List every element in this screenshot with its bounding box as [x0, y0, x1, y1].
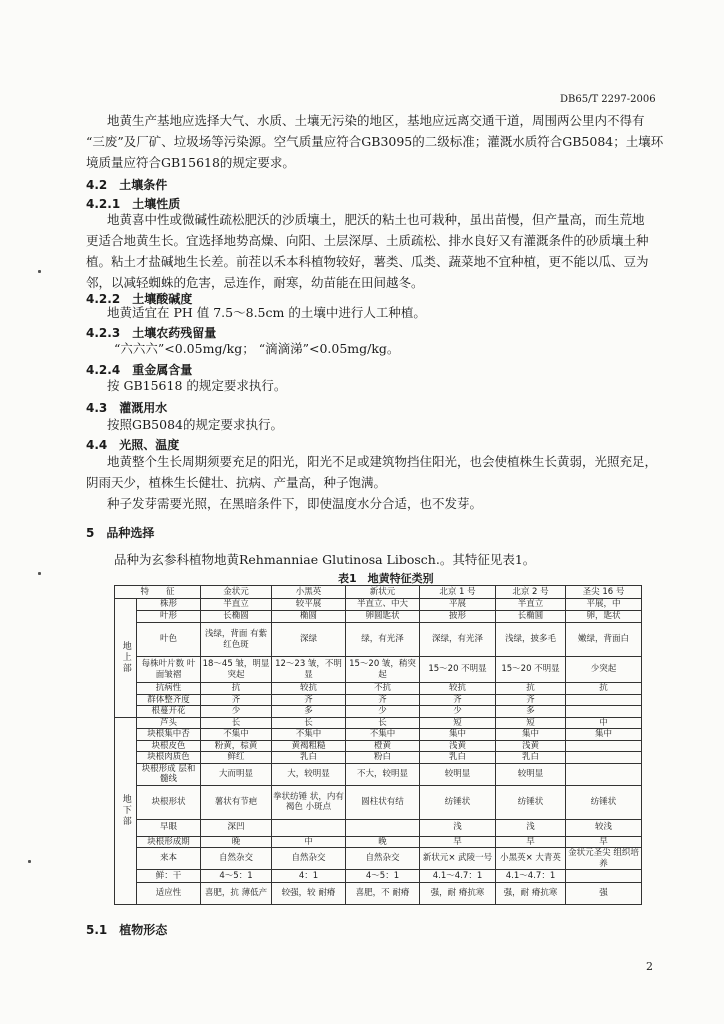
- table-header-cell: 圣尖 16 号: [566, 586, 642, 599]
- intro-line-2: “三废”及厂矿、垃圾场等污染源。空气质量应符合GB3095的二级标准；灌溉水质符合GB5084；土壤环: [86, 134, 664, 149]
- table-row: [115, 740, 642, 752]
- feature-value-cell: 黄褐粗糙: [272, 740, 346, 752]
- feature-name-cell: 每株叶片数 叶面皱褶: [137, 657, 201, 683]
- feature-value-cell: 4.1～4.7：1: [420, 870, 496, 883]
- s421-line-2: 更适合地黄生长。宜选择地势高燥、向阳、土层深厚、土质疏松、排水良好又有灌溉条件的砂质壤土种: [86, 233, 649, 248]
- feature-table-body: [115, 586, 642, 905]
- s421-line-4: 邻，以减轻蜘蛛的危害，忌连作，耐寒，幼苗能在田间越冬。: [86, 275, 424, 290]
- feature-value-cell: 少: [346, 706, 420, 718]
- feature-value-cell: 4.1～4.7：1: [496, 870, 566, 883]
- section-title: 植物形态: [119, 923, 168, 937]
- feature-value-cell: 鲜红: [201, 752, 272, 764]
- table-row: [115, 785, 642, 819]
- scan-speck: [38, 572, 41, 575]
- feature-value-cell: 18～45 皱，明显突起: [201, 657, 272, 683]
- feature-name-cell: 根蔓开花: [137, 706, 201, 718]
- feature-value-cell: 长椭圆: [201, 611, 272, 623]
- table-row: [115, 694, 642, 706]
- feature-value-cell: 浅黄: [420, 740, 496, 752]
- table-header-cell: 小黑英: [272, 586, 346, 599]
- feature-value-cell: 晚: [346, 836, 420, 848]
- feature-value-cell: [272, 819, 346, 836]
- table-header-cell: 新状元: [346, 586, 420, 599]
- feature-value-cell: [566, 694, 642, 706]
- feature-value-cell: 半直立: [496, 599, 566, 611]
- section-title: 土壤条件: [119, 178, 168, 192]
- feature-value-cell: 纺锤状: [566, 785, 642, 819]
- feature-value-cell: 齐: [346, 694, 420, 706]
- feature-value-cell: 强，耐 瘠抗寒: [496, 883, 566, 905]
- feature-value-cell: 不抗: [346, 683, 420, 695]
- s44-line-2: 阴雨天少，植株生长健壮、抗病、产量高，种子饱满。: [86, 475, 387, 490]
- feature-value-cell: 多: [272, 706, 346, 718]
- feature-value-cell: 较强，较 耐瘠: [272, 883, 346, 905]
- feature-value-cell: 浅: [420, 819, 496, 836]
- feature-value-cell: 较明显: [496, 763, 566, 785]
- feature-value-cell: 长椭圆: [496, 611, 566, 623]
- section-5-1-heading: [86, 921, 167, 938]
- feature-value-cell: 4～5：1: [201, 870, 272, 883]
- feature-value-cell: 喜肥，抗 薄低产: [201, 883, 272, 905]
- section-title: 灌溉用水: [119, 401, 168, 415]
- section-number: 4.3: [86, 401, 108, 415]
- s422-line-1: 地黄适宜在 PH 值 7.5～8.5cm 的土壤中进行人工种植。: [107, 305, 426, 320]
- table-header-cell: 北京 2 号: [496, 586, 566, 599]
- feature-value-cell: 乳白: [420, 752, 496, 764]
- feature-table: [114, 585, 642, 905]
- feature-value-cell: [566, 706, 642, 718]
- feature-name-cell: 叶色: [137, 623, 201, 657]
- feature-value-cell: 新状元× 武陵一号: [420, 848, 496, 870]
- feature-value-cell: 不集中: [272, 729, 346, 741]
- feature-value-cell: 纺锤状: [420, 785, 496, 819]
- feature-value-cell: 较平展: [272, 599, 346, 611]
- feature-value-cell: 集中: [420, 729, 496, 741]
- feature-value-cell: 齐: [420, 694, 496, 706]
- table-row: [115, 819, 642, 836]
- section-4-2-heading: [86, 176, 167, 193]
- feature-name-cell: 块根形成期: [137, 836, 201, 848]
- s421-line-1: 地黄喜中性或微碱性疏松肥沃的沙质壤土，肥沃的粘土也可栽种，虽出苗慢，但产量高，而生荒地: [107, 212, 645, 227]
- feature-value-cell: 金状元圣尖 组织培养: [566, 848, 642, 870]
- table-row: [115, 870, 642, 883]
- feature-value-cell: 自然杂交: [201, 848, 272, 870]
- feature-value-cell: 多: [496, 706, 566, 718]
- feature-value-cell: 橙黄: [346, 740, 420, 752]
- feature-value-cell: 半直立: [201, 599, 272, 611]
- feature-value-cell: 薯状有节疤: [201, 785, 272, 819]
- feature-value-cell: 卵，匙状: [566, 611, 642, 623]
- feature-value-cell: 短: [496, 717, 566, 729]
- feature-value-cell: 不集中: [201, 729, 272, 741]
- feature-value-cell: 拳状纺锤 状，内有褐色 小斑点: [272, 785, 346, 819]
- feature-value-cell: 绿，有光泽: [346, 623, 420, 657]
- s423-line-1: “六六六”<0.05mg/kg； “滴滴涕”<0.05mg/kg。: [114, 341, 400, 356]
- feature-value-cell: 长: [272, 717, 346, 729]
- feature-value-cell: 不集中: [346, 729, 420, 741]
- table-header-cell: 特 征: [115, 586, 201, 599]
- feature-value-cell: 半直立、中大: [346, 599, 420, 611]
- table-row: [115, 717, 642, 729]
- feature-value-cell: 卵圆匙状: [346, 611, 420, 623]
- section-title: 光照、温度: [119, 438, 180, 452]
- table-row: [115, 763, 642, 785]
- feature-name-cell: 鲜：干: [137, 870, 201, 883]
- intro-line-1: 地黄生产基地应选择大气、水质、土壤无污染的地区，基地应远离交通干道，周围两公里内不得有: [107, 113, 645, 128]
- feature-value-cell: 长: [346, 717, 420, 729]
- feature-value-cell: 浅绿，背面 有紫红色斑: [201, 623, 272, 657]
- feature-name-cell: 来本: [137, 848, 201, 870]
- s5-line-1: 品种为玄参科植物地黄Rehmanniae Glutinosa Libosch.。其特征见表1。: [114, 552, 536, 567]
- s44-line-1: 地黄整个生长周期须要充足的阳光，阳光不足或建筑物挡住阳光，也会使植株生长黄弱，光照充足，: [107, 454, 658, 469]
- table-row: [115, 729, 642, 741]
- feature-value-cell: 乳白: [496, 752, 566, 764]
- table-row: [115, 611, 642, 623]
- feature-value-cell: 强: [566, 883, 642, 905]
- feature-value-cell: 15～20 不明显: [420, 657, 496, 683]
- feature-name-cell: 块根形状: [137, 785, 201, 819]
- feature-name-cell: 早眼: [137, 819, 201, 836]
- feature-value-cell: 较浅: [566, 819, 642, 836]
- section-title: 土壤农药残留量: [132, 326, 217, 340]
- section-number: 4.2.1: [86, 197, 121, 211]
- feature-value-cell: 抗: [496, 683, 566, 695]
- table-row: [115, 836, 642, 848]
- table-row: [115, 848, 642, 870]
- section-label-cell: 地上部: [115, 599, 137, 718]
- s43-line-1: 按照GB5084的规定要求执行。: [107, 417, 283, 432]
- section-title: 土壤性质: [132, 197, 181, 211]
- feature-value-cell: 平展，中: [566, 599, 642, 611]
- feature-name-cell: 块根肉质色: [137, 752, 201, 764]
- feature-value-cell: 早: [420, 836, 496, 848]
- feature-value-cell: 较抗: [272, 683, 346, 695]
- feature-name-cell: 芦头: [137, 717, 201, 729]
- section-number: 4.2.4: [86, 363, 121, 377]
- feature-value-cell: 早: [566, 836, 642, 848]
- feature-value-cell: 深绿，有光泽: [420, 623, 496, 657]
- feature-name-cell: 适应性: [137, 883, 201, 905]
- feature-value-cell: 12～23 皱，不明显: [272, 657, 346, 683]
- section-number: 4.2.2: [86, 292, 121, 306]
- s421-line-3: 植。粘土才盐碱地生长差。前茬以禾本科植物较好，薯类、瓜类、蔬菜地不宜种植，更不能以瓜、豆为: [86, 254, 649, 269]
- feature-value-cell: 早: [496, 836, 566, 848]
- feature-value-cell: [566, 870, 642, 883]
- feature-value-cell: 中: [272, 836, 346, 848]
- feature-value-cell: 深绿: [272, 623, 346, 657]
- feature-value-cell: 齐: [496, 694, 566, 706]
- feature-name-cell: 叶形: [137, 611, 201, 623]
- feature-name-cell: 株形: [137, 599, 201, 611]
- section-number: 4.2.3: [86, 326, 121, 340]
- section-number: 4.2: [86, 178, 108, 192]
- feature-name-cell: 抗病性: [137, 683, 201, 695]
- feature-value-cell: 4：1: [272, 870, 346, 883]
- feature-value-cell: 长: [201, 717, 272, 729]
- feature-value-cell: 抗: [566, 683, 642, 695]
- s44-line-3: 种子发芽需要光照，在黑暗条件下，即使温度水分合适，也不发芽。: [107, 496, 483, 511]
- feature-value-cell: 自然杂交: [346, 848, 420, 870]
- feature-value-cell: 少突起: [566, 657, 642, 683]
- table-row: [115, 623, 642, 657]
- feature-value-cell: 强，耐 瘠抗寒: [420, 883, 496, 905]
- feature-value-cell: [566, 763, 642, 785]
- feature-value-cell: [566, 752, 642, 764]
- feature-value-cell: 较明显: [420, 763, 496, 785]
- table-caption: 表1 地黄特征类别: [338, 572, 434, 585]
- scan-speck: [28, 860, 31, 863]
- feature-value-cell: [346, 819, 420, 836]
- feature-name-cell: 块根皮色: [137, 740, 201, 752]
- table-header-row: [115, 586, 642, 599]
- feature-name-cell: 块根形成 层和髓线: [137, 763, 201, 785]
- section-5-heading: [86, 524, 154, 541]
- table-row: [115, 599, 642, 611]
- feature-value-cell: 嫩绿，背面白: [566, 623, 642, 657]
- feature-value-cell: 15～20 不明显: [496, 657, 566, 683]
- document-code: DB65/T 2297-2006: [560, 94, 656, 105]
- section-number: 5: [86, 526, 95, 540]
- section-label-cell: 地下部: [115, 717, 137, 905]
- table-row: [115, 752, 642, 764]
- feature-value-cell: 大而明显: [201, 763, 272, 785]
- section-title: 品种选择: [106, 526, 155, 540]
- feature-name-cell: 块根集中否: [137, 729, 201, 741]
- table-header-cell: 金状元: [201, 586, 272, 599]
- feature-value-cell: 抗: [201, 683, 272, 695]
- feature-value-cell: 集中: [496, 729, 566, 741]
- intro-line-3: 境质量应符合GB15618的规定要求。: [86, 155, 295, 170]
- table-row: [115, 683, 642, 695]
- section-title: 重金属含量: [132, 363, 193, 377]
- feature-value-cell: 浅绿，披多毛: [496, 623, 566, 657]
- feature-value-cell: 浅黄: [496, 740, 566, 752]
- feature-name-cell: 群体整齐度: [137, 694, 201, 706]
- table-row: [115, 657, 642, 683]
- feature-value-cell: 15～20 皱，稍突起: [346, 657, 420, 683]
- feature-value-cell: 纺锤状: [496, 785, 566, 819]
- feature-value-cell: 4～5：1: [346, 870, 420, 883]
- feature-value-cell: 大，较明显: [272, 763, 346, 785]
- feature-value-cell: 少: [201, 706, 272, 718]
- feature-value-cell: 集中: [566, 729, 642, 741]
- feature-value-cell: 齐: [272, 694, 346, 706]
- feature-value-cell: 深凹: [201, 819, 272, 836]
- feature-value-cell: 小黑英× 大青英: [496, 848, 566, 870]
- feature-value-cell: [566, 740, 642, 752]
- s424-line-1: 按 GB15618 的规定要求执行。: [107, 378, 287, 393]
- feature-value-cell: 中: [566, 717, 642, 729]
- section-title: 土壤酸碱度: [132, 292, 193, 306]
- section-number: 4.4: [86, 438, 108, 452]
- feature-value-cell: 喜肥，不 耐瘠: [346, 883, 420, 905]
- page-number: 2: [646, 960, 653, 973]
- feature-value-cell: 披形: [420, 611, 496, 623]
- feature-value-cell: 平展: [420, 599, 496, 611]
- scan-speck: [38, 270, 41, 273]
- feature-value-cell: 少: [420, 706, 496, 718]
- feature-value-cell: 自然杂交: [272, 848, 346, 870]
- feature-value-cell: 不大，较明显: [346, 763, 420, 785]
- feature-value-cell: 浅: [496, 819, 566, 836]
- feature-value-cell: 较抗: [420, 683, 496, 695]
- feature-value-cell: 圆柱状有结: [346, 785, 420, 819]
- table-header-cell: 北京 1 号: [420, 586, 496, 599]
- table-row: [115, 706, 642, 718]
- feature-value-cell: 粉黄，棕黄: [201, 740, 272, 752]
- feature-value-cell: 短: [420, 717, 496, 729]
- feature-value-cell: 椭圆: [272, 611, 346, 623]
- feature-value-cell: 晚: [201, 836, 272, 848]
- feature-value-cell: 粉白: [346, 752, 420, 764]
- feature-value-cell: 齐: [201, 694, 272, 706]
- feature-value-cell: 乳白: [272, 752, 346, 764]
- section-number: 5.1: [86, 923, 108, 937]
- table-row: [115, 883, 642, 905]
